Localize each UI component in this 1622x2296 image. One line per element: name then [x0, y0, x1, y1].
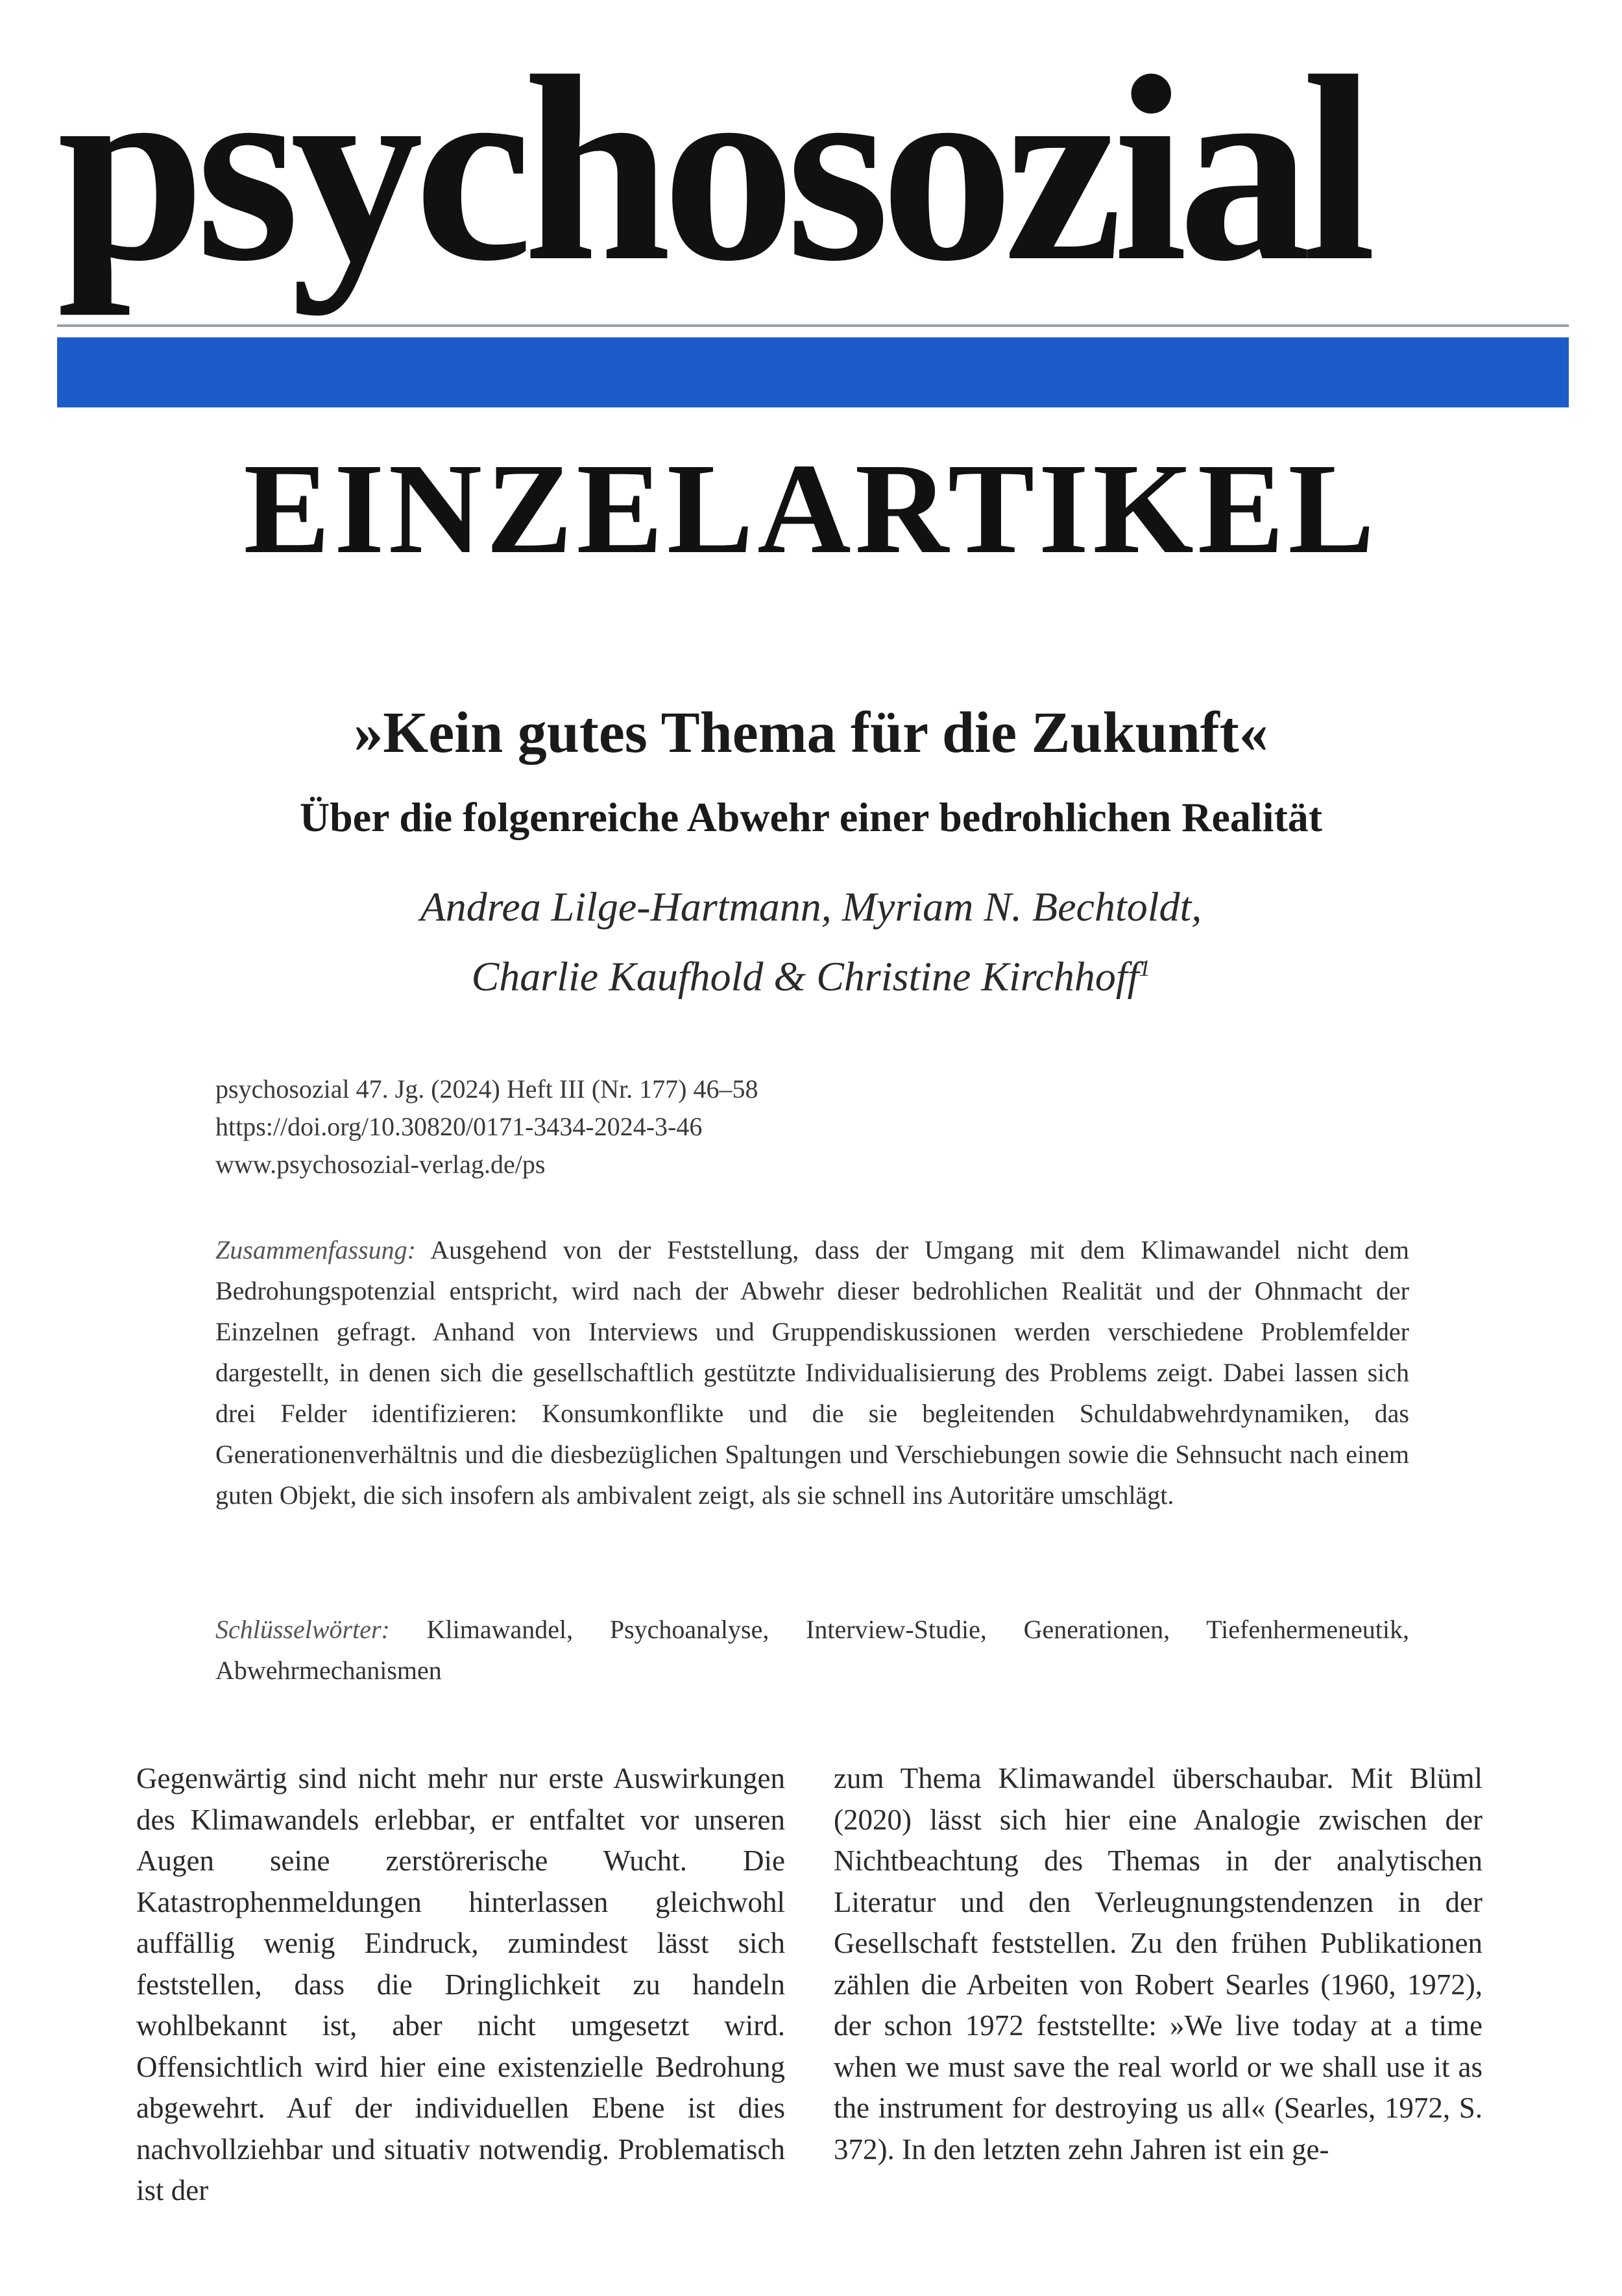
masthead-rule [57, 324, 1569, 327]
abstract-text: Ausgehend von der Feststellung, dass der Umgang mit dem Klimawandel nicht dem Bedrohungspotenzial entspricht, wird nach der Abwehr dieser bedrohlichen Realität und der Ohnmacht der Einzelnen gefragt. Anhand von Interviews und Gruppendiskussionen werden verschiedene Problemfelder dargestellt, in denen sich die gesellschaftlich gestützte Individualisierung des Problems zeigt. Dabei lassen sich drei Felder identifizieren: Konsumkonflikte und die sie begleitenden Schuldabwehrdynamiken, das Generationenverhältnis und die diesbezüglichen Spaltungen und Verschiebungen sowie die Sehnsucht nach einem guten Objekt, die sich insofern als ambivalent zeigt, als sie schnell ins Autoritäre umschlägt. [215, 1235, 1409, 1510]
website-link[interactable]: www.psychosozial-verlag.de/ps [215, 1150, 546, 1179]
authors-line-2 [0, 937, 1622, 1007]
doi-link[interactable]: https://doi.org/10.30820/0171-3434-2024-3-46 [215, 1112, 703, 1141]
publication-meta [215, 1070, 1409, 1183]
keywords-text: Klimawandel, Psychoanalyse, Interview-Studie, Generationen, Tiefenhermeneutik, Abwehrmechanismen [215, 1615, 1410, 1685]
abstract [215, 1229, 1409, 1516]
author-list [0, 876, 1622, 1007]
authors-line-2-text: Charlie Kaufhold & Christine Kirchhoff [471, 953, 1139, 1000]
footnote-marker: 1 [1139, 955, 1151, 981]
keywords-label: Schlüsselwörter: [215, 1615, 390, 1644]
authors-line-1: Andrea Lilge-Hartmann, Myriam N. Bechtoldt, [420, 884, 1202, 930]
abstract-label: Zusammenfassung: [215, 1235, 416, 1264]
einzelartikel-heading: EINZELARTIKEL [243, 437, 1379, 581]
journal-masthead: psychosozial [57, 21, 1367, 316]
article-subtitle: Über die folgenreiche Abwehr einer bedrohlichen Realität [299, 794, 1323, 840]
masthead-blue-band [57, 337, 1569, 407]
citation-line: psychosozial 47. Jg. (2024) Heft III (Nr. 177) 46–58 [215, 1074, 758, 1104]
article-title: »Kein gutes Thema für die Zukunft« [354, 701, 1268, 765]
body-column-left: Gegenwärtig sind nicht mehr nur erste Auswirkungen des Klimawandels erlebbar, er entfaltet vor unseren Augen seine zerstörerische Wucht. Die Katastrophenmeldungen hinterlassen gleichwohl auffällig wenig Eindruck, zumindest lässt sich feststellen, dass die Dringlichkeit zu handeln wohlbekannt ist, aber nicht umgesetzt wird. Offensichtlich wird hier eine existenzielle Bedrohung abgewehrt. Auf der individuellen Ebene ist dies nachvollziehbar und situativ notwendig. Problematisch ist der [136, 1762, 785, 2206]
keywords [215, 1609, 1409, 1691]
body-column-right: zum Thema Klimawandel überschaubar. Mit Blüml (2020) lässt sich hier eine Analogie zwischen der Nichtbeachtung des Themas in der analytischen Literatur und den Verleugnungstendenzen in der Gesellschaft feststellen. Zu den frühen Publikationen zählen die Arbeiten von Robert Searles (1960, 1972), der schon 1972 feststellte: »We live today at a time when we must save the real world or we shall use it as the instrument for destroying us all« (Searles, 1972, S. 372). In den letzten zehn Jahren ist ein ge- [834, 1762, 1483, 2166]
